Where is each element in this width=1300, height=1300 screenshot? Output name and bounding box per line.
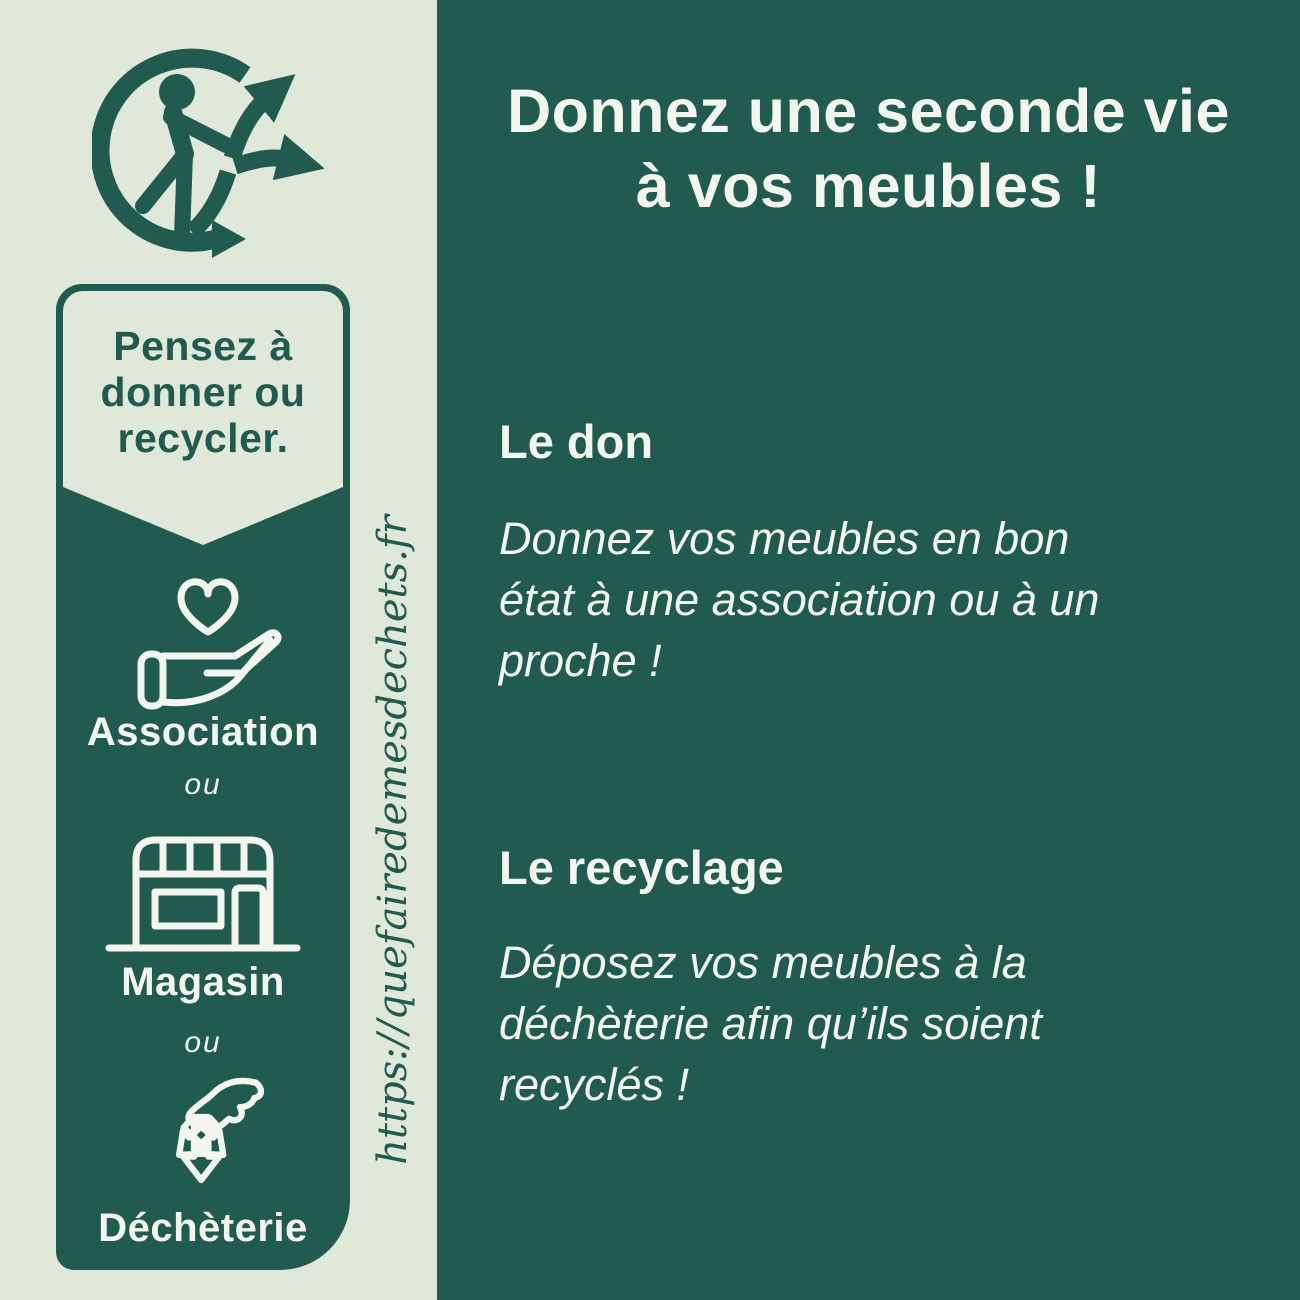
hand-heart-icon xyxy=(123,572,283,722)
page-title xyxy=(437,74,1300,224)
banner-chevron xyxy=(63,487,343,545)
right-panel xyxy=(437,0,1300,1300)
banner xyxy=(63,291,343,487)
banner-line: Pensez à xyxy=(113,323,293,369)
option-separator: ou xyxy=(184,1026,222,1059)
banner-line: recycler. xyxy=(117,415,289,461)
section-body-don xyxy=(499,508,1099,691)
left-panel xyxy=(0,0,437,1300)
section-heading-don: Le don xyxy=(499,415,654,468)
banner-line: donner ou xyxy=(100,369,306,415)
body-line: Déposez vos meubles à la xyxy=(499,937,1027,988)
triman-recycling-logo-icon xyxy=(92,42,337,267)
option-label-decheterie: Déchèterie xyxy=(98,1206,308,1250)
body-line: recyclés ! xyxy=(499,1059,690,1110)
storefront-icon xyxy=(103,830,303,962)
option-separator: ou xyxy=(184,768,222,801)
option-label-association: Association xyxy=(86,710,320,754)
title-line: Donnez une seconde vie xyxy=(507,77,1230,145)
title-line: à vos meubles ! xyxy=(635,152,1102,220)
options-column xyxy=(56,284,350,1270)
website-url: https://quefairedemesdechets.fr xyxy=(370,515,416,1165)
waste-sorting-arrows-icon xyxy=(136,1072,271,1207)
body-line: déchèterie afin qu’ils soient xyxy=(499,998,1042,1049)
option-label-magasin: Magasin xyxy=(121,960,285,1004)
section-body-recyclage xyxy=(499,932,1042,1115)
section-heading-recyclage: Le recyclage xyxy=(499,841,784,894)
body-line: état à une association ou à un xyxy=(499,574,1100,625)
body-line: Donnez vos meubles en bon xyxy=(499,513,1070,564)
body-line: proche ! xyxy=(499,635,662,686)
